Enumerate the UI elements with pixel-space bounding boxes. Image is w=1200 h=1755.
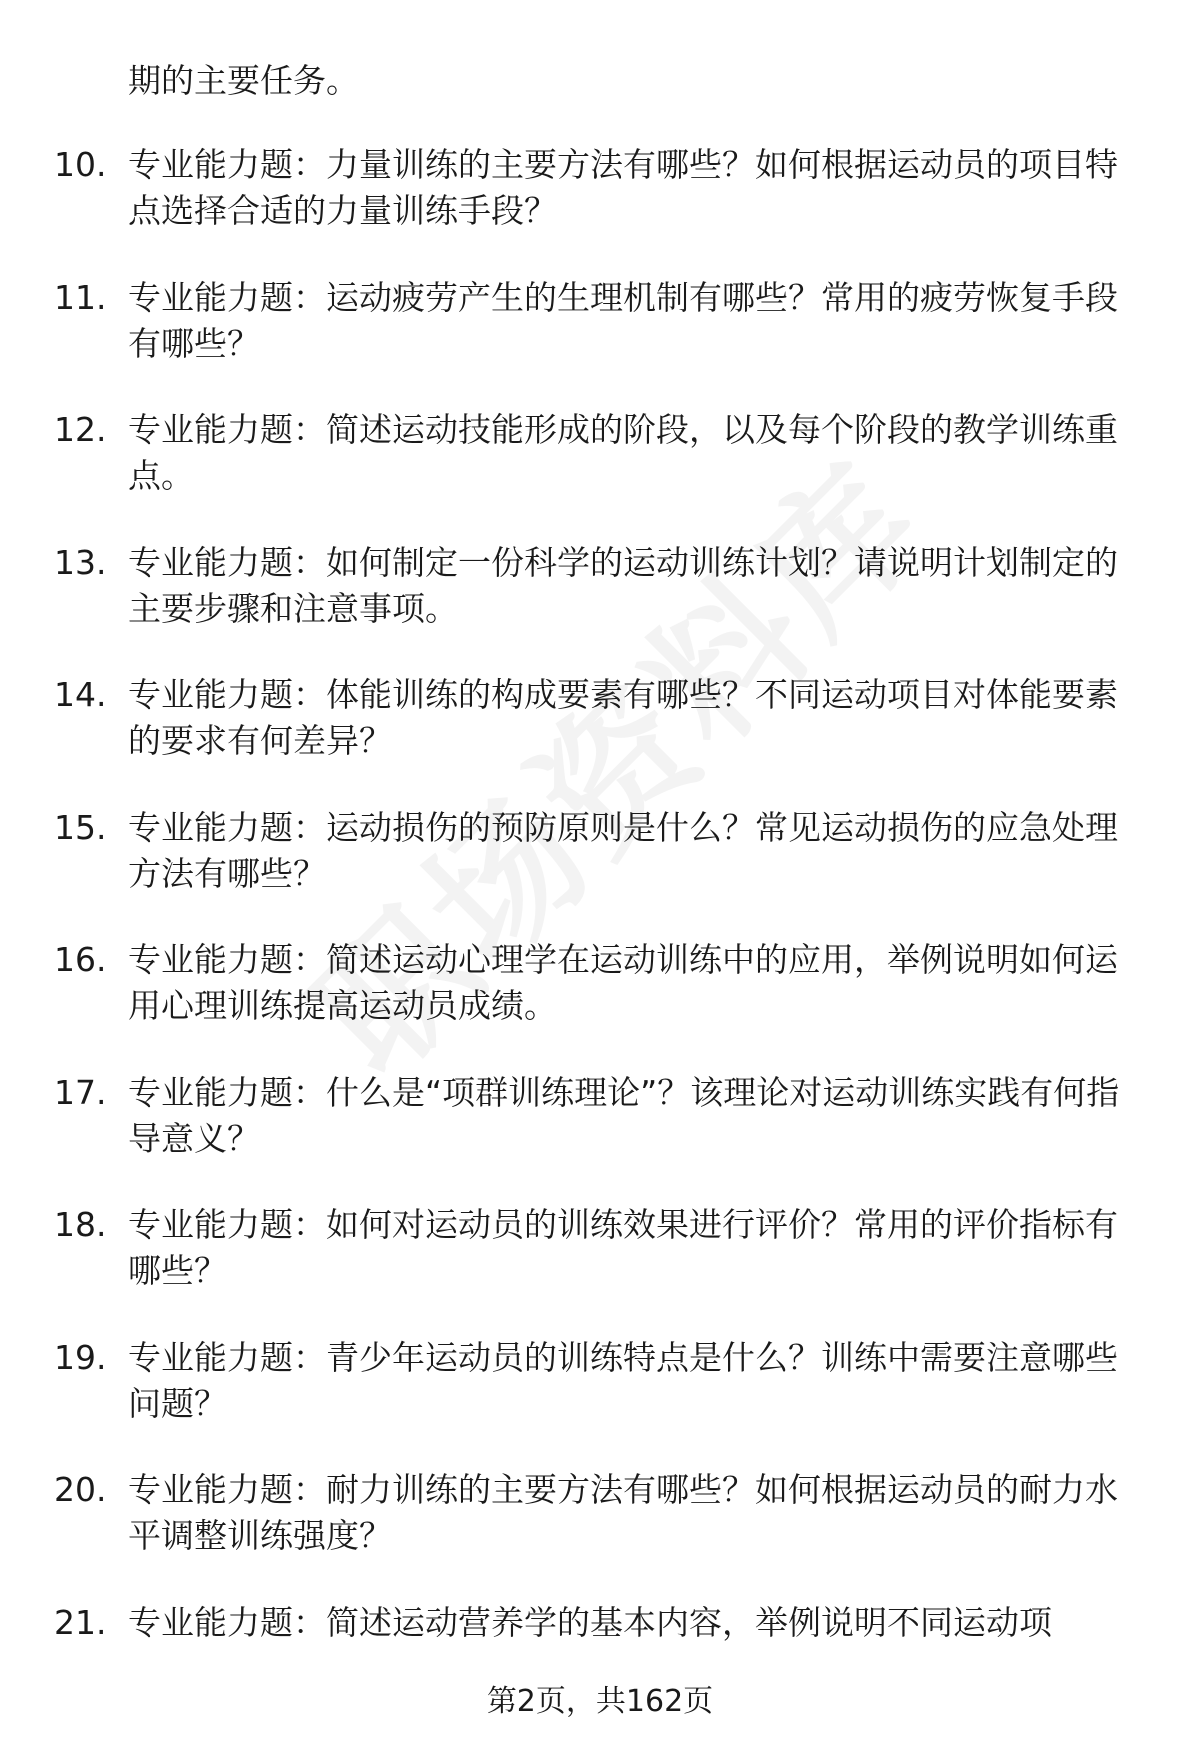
item-number: 18.: [54, 1205, 107, 1244]
item-text: 专业能力题：力量训练的主要方法有哪些？如何根据运动员的项目特点选择合适的力量训练手段？: [128, 145, 1118, 230]
list-item: [0, 805, 1200, 938]
item-number: 12.: [54, 410, 107, 449]
item-number: 20.: [54, 1470, 107, 1509]
item-text: 专业能力题：运动疲劳产生的生理机制有哪些？常用的疲劳恢复手段有哪些？: [128, 277, 1118, 363]
list-item: [0, 1335, 1200, 1468]
item-text: 专业能力题：什么是“项群训练理论”？该理论对运动训练实践有何指导意义？: [128, 1072, 1120, 1158]
continued-paragraph: 期的主要任务。: [128, 61, 359, 100]
item-number: 14.: [54, 675, 107, 714]
list-item: [0, 1070, 1200, 1203]
item-number: 17.: [54, 1072, 107, 1112]
item-text: 专业能力题：如何制定一份科学的运动训练计划？请说明计划制定的主要步骤和注意事项。: [128, 542, 1118, 628]
item-number: 11.: [54, 277, 107, 317]
item-number: 10.: [54, 145, 107, 184]
list-item: [0, 1467, 1200, 1600]
item-number: 21.: [54, 1602, 107, 1642]
item-text: 专业能力题：耐力训练的主要方法有哪些？如何根据运动员的耐力水平调整训练强度？: [128, 1470, 1118, 1555]
item-number: 16.: [54, 940, 107, 979]
item-number: 19.: [54, 1337, 107, 1377]
item-number: 15.: [54, 807, 107, 847]
page-footer: 第2页，共162页: [486, 1684, 714, 1719]
item-text: 专业能力题：运动损伤的预防原则是什么？常见运动损伤的应急处理方法有哪些？: [128, 807, 1118, 893]
item-number: 13.: [54, 542, 107, 582]
item-text: 专业能力题：体能训练的构成要素有哪些？不同运动项目对体能要素的要求有何差异？: [128, 675, 1118, 760]
item-text: 专业能力题：简述运动技能形成的阶段，以及每个阶段的教学训练重点。: [128, 410, 1118, 495]
list-item: [0, 275, 1200, 408]
list-item: [0, 1202, 1200, 1335]
list-item: [0, 937, 1200, 1070]
item-text: 专业能力题：简述运动营养学的基本内容，举例说明不同运动项: [128, 1602, 1052, 1642]
item-text: 专业能力题：青少年运动员的训练特点是什么？训练中需要注意哪些问题？: [128, 1337, 1118, 1423]
list-item: [0, 672, 1200, 805]
list-item: [0, 407, 1200, 540]
list-item: [0, 540, 1200, 673]
item-text: 专业能力题：简述运动心理学在运动训练中的应用，举例说明如何运用心理训练提高运动员成绩。: [128, 940, 1118, 1025]
list-item: [0, 142, 1200, 275]
item-text: 专业能力题：如何对运动员的训练效果进行评价？常用的评价指标有哪些？: [128, 1205, 1118, 1290]
question-list: [0, 142, 1200, 1732]
